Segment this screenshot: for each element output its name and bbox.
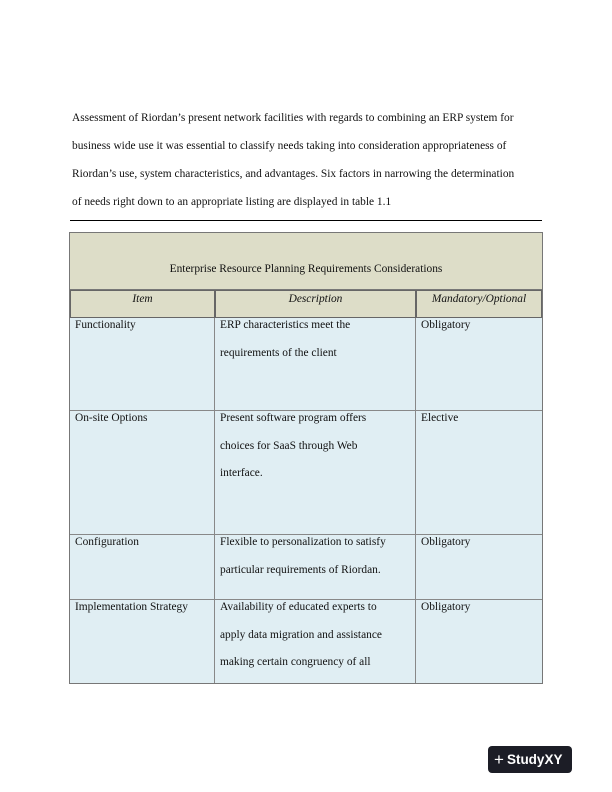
table-row-description: Availability of educated experts to apply data migration and assistance making certain congruency of all: [215, 600, 416, 683]
table-row-status: Obligatory: [416, 318, 542, 411]
intro-paragraph: [72, 104, 542, 216]
table-row-description: ERP characteristics meet the requirements of the client: [215, 318, 416, 411]
intro-line: business wide use it was essential to classify needs taking into consideration appropriateness of: [72, 140, 507, 152]
header-item: Item: [70, 290, 215, 318]
studyxy-logo: [488, 746, 572, 773]
intro-line: Riordan’s use, system characteristics, and advantages. Six factors in narrowing the determination: [72, 168, 515, 180]
logo-text: StudyXY: [506, 752, 563, 767]
plus-icon: +: [494, 750, 504, 769]
table-row-item: Implementation Strategy: [70, 600, 215, 683]
table-row-status: Obligatory: [416, 535, 542, 600]
table-row-status: Elective: [416, 411, 542, 535]
table-row-item: On-site Options: [70, 411, 215, 535]
table-row-status: Obligatory: [421, 601, 471, 613]
table-row-item: Configuration: [70, 535, 215, 600]
header-mandatory-optional: Mandatory/Optional: [416, 290, 542, 318]
intro-line: of needs right down to an appropriate listing are displayed in table 1.1: [72, 196, 392, 208]
header-description: Description: [215, 290, 416, 318]
intro-line: Assessment of Riordan’s present network facilities with regards to combining an ERP system for: [72, 112, 514, 124]
table-row-description: Flexible to personalization to satisfy particular requirements of Riordan.: [215, 535, 416, 600]
table-row-description: Present software program offers choices for SaaS through Web interface.: [215, 411, 416, 535]
horizontal-rule: [70, 220, 542, 221]
table-caption: Enterprise Resource Planning Requirements Considerations: [70, 233, 542, 290]
erp-requirements-table: [69, 232, 543, 684]
table-row-item: Functionality: [70, 318, 215, 411]
